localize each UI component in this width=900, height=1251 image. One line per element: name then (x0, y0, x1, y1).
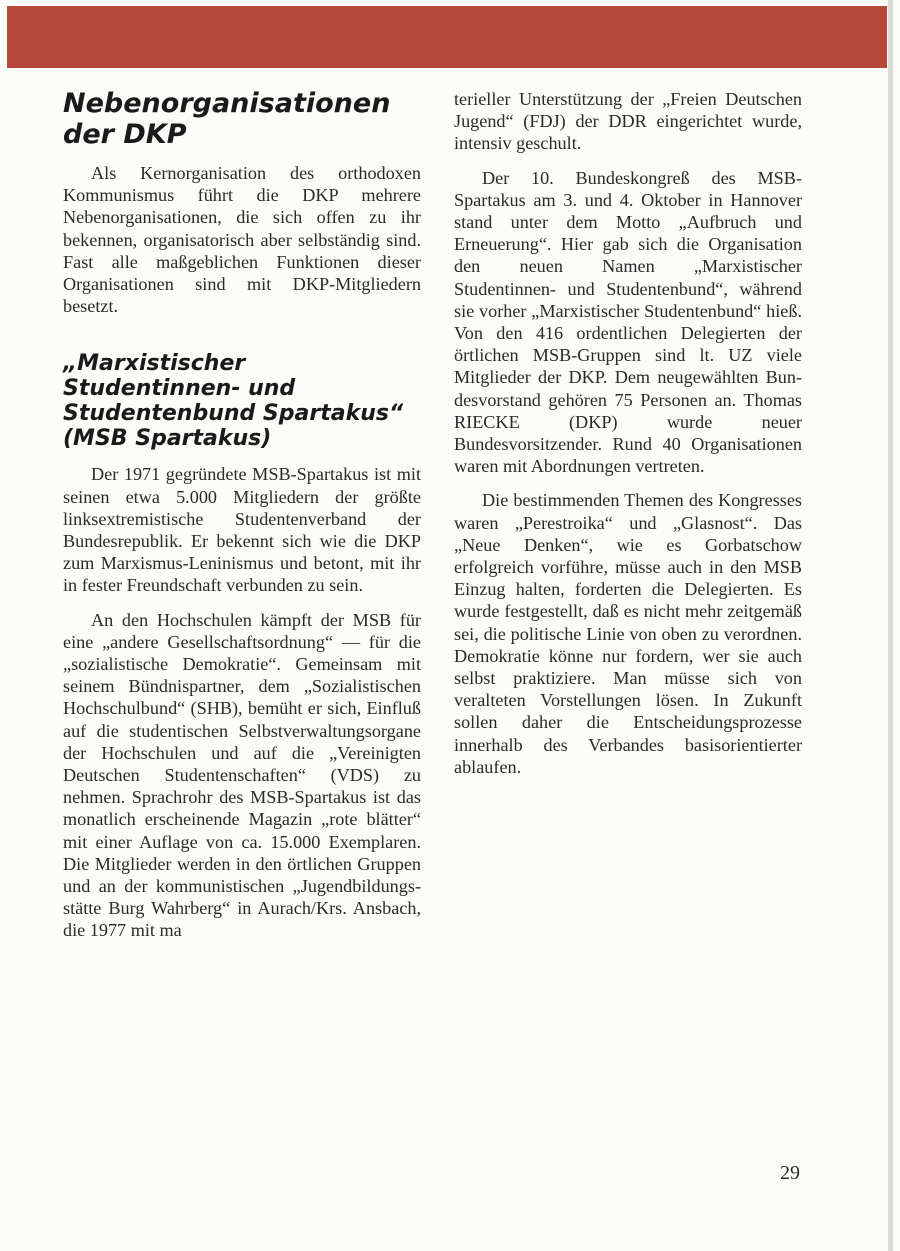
page-number: 29 (780, 1162, 800, 1184)
section-heading: Nebenorganisationen der DKP (63, 88, 391, 150)
left-column (63, 88, 421, 954)
page-edge-rule (888, 0, 893, 1251)
right-column (454, 88, 802, 790)
body-paragraph: Der 1971 gegründete MSB-Spartakus ist mit seinen etwa 5.000 Mitgliedern der größte linksextremistische Studentenverband der Bundesrepublik. Er bekennt sich wie die DKP zum Marxismus-Leninismus und betont, mit ihr in fester Freundschaft verbunden zu sein. (63, 464, 421, 596)
intro-paragraph: Als Kernorganisation des orthodoxen Kommunismus führt die DKP mehrere Nebenorganisationen, die sich offen zu ihr bekennen, organisatorisch aber selbständig sind. Fast alle maßgeblichen Funktionen dieser Organisationen sind mit DKP-Mitgliedern besetzt. (63, 163, 421, 317)
body-paragraph: An den Hochschulen kämpft der MSB für eine „andere Gesellschaftsordnung“ — für die „sozialistische Demokratie“. Gemeinsam mit seinem Bündnispartner, dem „Sozialistischen Hochschulbund“ (SHB), bemüht er sich, Einfluß auf die studentischen Selbstverwaltungsorgane der Hochschulen und auf die „Vereinigten Deutschen Studentenschaften“ (VDS) zu nehmen. Sprachrohr des MSB-Spartakus ist das monatlich erscheinende Magazin „rote blätter“ mit einer Auflage von ca. 15.000 Exemplaren. Die Mitglieder werden in den örtlichen Gruppen und an der kommunistischen „Jugendbildungsstätte Burg Wahrberg“ in Aurach/Krs. Ansbach, die 1977 mit ma (63, 609, 421, 941)
continued-paragraph: terieller Unterstützung der „Freien Deutschen Jugend“ (FDJ) der DDR eingerichtet wurde, intensiv geschult. (454, 89, 802, 154)
header-color-band (7, 6, 887, 68)
body-paragraph: Der 10. Bundeskongreß des MSB-Spartakus am 3. und 4. Oktober in Hannover stand unter dem Motto „Aufbruch und Erneuerung“. Hier gab sich die Organisation den neuen Namen „Marxistischer Studentinnen- und Studentenbund“, während sie vorher „Marxistischer Studentenbund“ hieß. Von den 416 ordentlichen Delegierten der örtlichen MSB-Gruppen sind lt. UZ viele Mitglieder der DKP. Dem neugewählten Bundesvorstand gehören 75 Personen an. Thomas RIECKE (DKP) wurde neuer Bundesvorsitzender. Rund 40 Organisationen waren mit Abordnungen vertreten. (454, 167, 802, 477)
body-paragraph: Die bestimmenden Themen des Kongresses waren „Perestroika“ und „Glasnost“. Das „Neue Denken“, wie es Gorbatschow erfolgreich vorführe, müsse auch in den MSB Einzug halten, forderten die Delegierten. Es wurde festgestellt, daß es nicht mehr zeitgemäß sei, die politische Linie von oben zu verordnen. Demokratie könne nur fordern, wer sie auch selbst praktiziere. Man müsse sich von veralteten Vorstellungen lösen. In Zukunft sollen daher die Entscheidungsprozesse innerhalb des Verbandes basisorientierter ablaufen. (454, 490, 802, 777)
subsection-heading: „Marxistischer Studentinnen- und Studentenbund Spartakus“ (MSB Spartakus) (63, 351, 404, 452)
